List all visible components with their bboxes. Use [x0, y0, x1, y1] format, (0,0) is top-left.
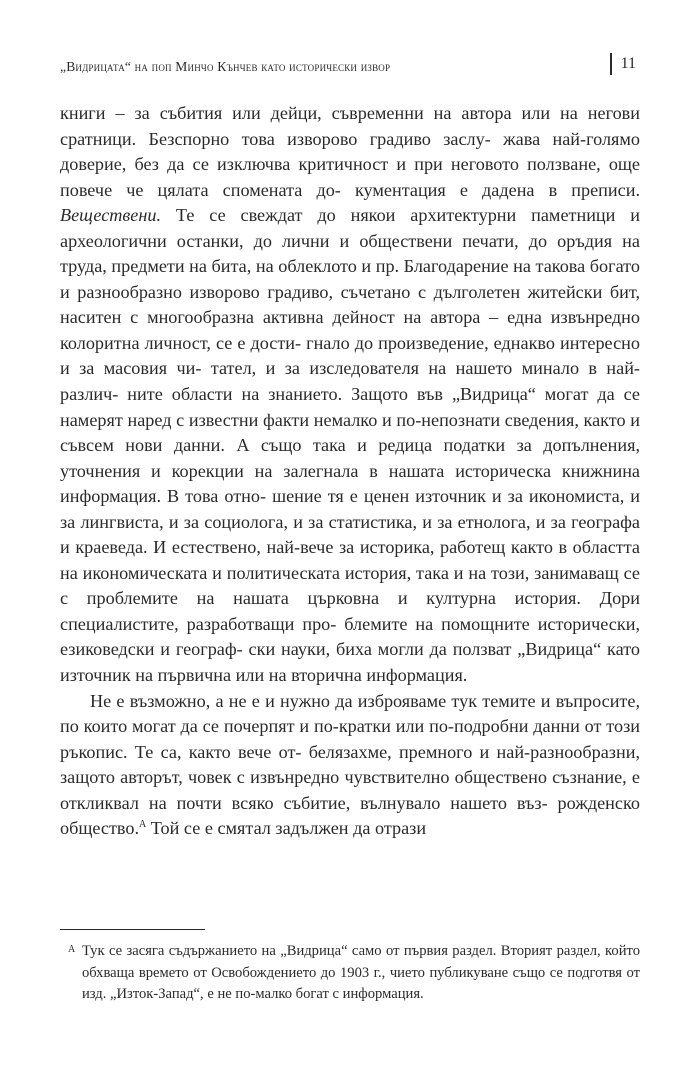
page-number-block [610, 53, 636, 75]
footnote-reference[interactable]: А [139, 819, 147, 831]
page-number-rule [610, 53, 612, 75]
paragraph-1 [60, 101, 640, 689]
paragraph-1-text-b: Те се свеждат до някои архитектурни паметници и археологични останки, до лични и обществени печати, до оръдия на труда, предмети на бита, на облеклото и пр. Благодарение на такова богато и разнообразно изворово градиво, съчетано с дълголетен житейски бит, наситен с многообразна активна дейност на автора – една извънредно колоритна личност, се е дости- гнало до произведение, еднакво интересно и за масовия чи- тател, и за изследователя на нашето минало в най-различ- ните области на знанието. Защото във „Видрица“ могат да се намерят наред с известни факти немалко и по-непознати сведения, както и съвсем нови данни. А също така и редица податки за допълнения, уточнения и корекции на залегнала в нашата историческа книжнина информация. В това отно- шение тя е ценен източник и за икономиста, и за лингвиста, и за социолога, и за статистика, и за етнолога, и за географа и краеведа. И естествено, най-вече за историка, работещ както в областта на икономическата и политическата история, така и на този, занимаващ се с проблемите на нашата църковна и културна история. Дори специалистите, разработващи про- блемите на помощните исторически, езиковедски и географ- ски науки, биха могли да ползват „Видрица“ като източник на първична или на вторична информация. [60, 205, 640, 686]
paragraph-2-text-b: Той се е смятал задължен да отрази [146, 818, 427, 839]
italic-term: Веществени. [60, 205, 162, 226]
running-header-title: „Видрицата“ на поп Минчо Кънчев като исторически извор [60, 59, 391, 74]
footnote-text: Тук се засяга съдържанието на „Видрица“ само от първия раздел. Вторият раздел, който обхваща времето от Освобождението до 1903 г., чието публикуване също се подготвя от изд. „Изток-Запад“, е не по-малко богат с информация. [82, 943, 640, 1002]
paragraph-2 [60, 689, 640, 842]
paragraph-1-text-a: книги – за събития или дейци, съвременни на автора или на негови сратници. Безспорно това изворово градиво заслу- жава най-голямо доверие, без да се изключва критичност и при неговото ползване, още повече че цялата спомената до- кументация е дадена в преписи. [60, 103, 640, 200]
paragraph-2-text-a: Не е възможно, а не е и нужно да изброяваме тук темите и въпросите, по които могат да се почерпят и по-кратки или по-подробни данни от този ръкопис. Те са, както вече от- белязахме, премного и най-разнообразни, защото авторът, човек с извънредно чувствително обществено съзнание, е откликвал на почти всяко събитие, вълнувало нашето въз- рожденско общество. [60, 690, 640, 839]
footnote-marker: А [68, 944, 76, 955]
footnote [68, 941, 640, 1006]
page-number: 11 [620, 55, 636, 72]
main-text [60, 101, 640, 842]
footnote-separator [60, 929, 205, 930]
